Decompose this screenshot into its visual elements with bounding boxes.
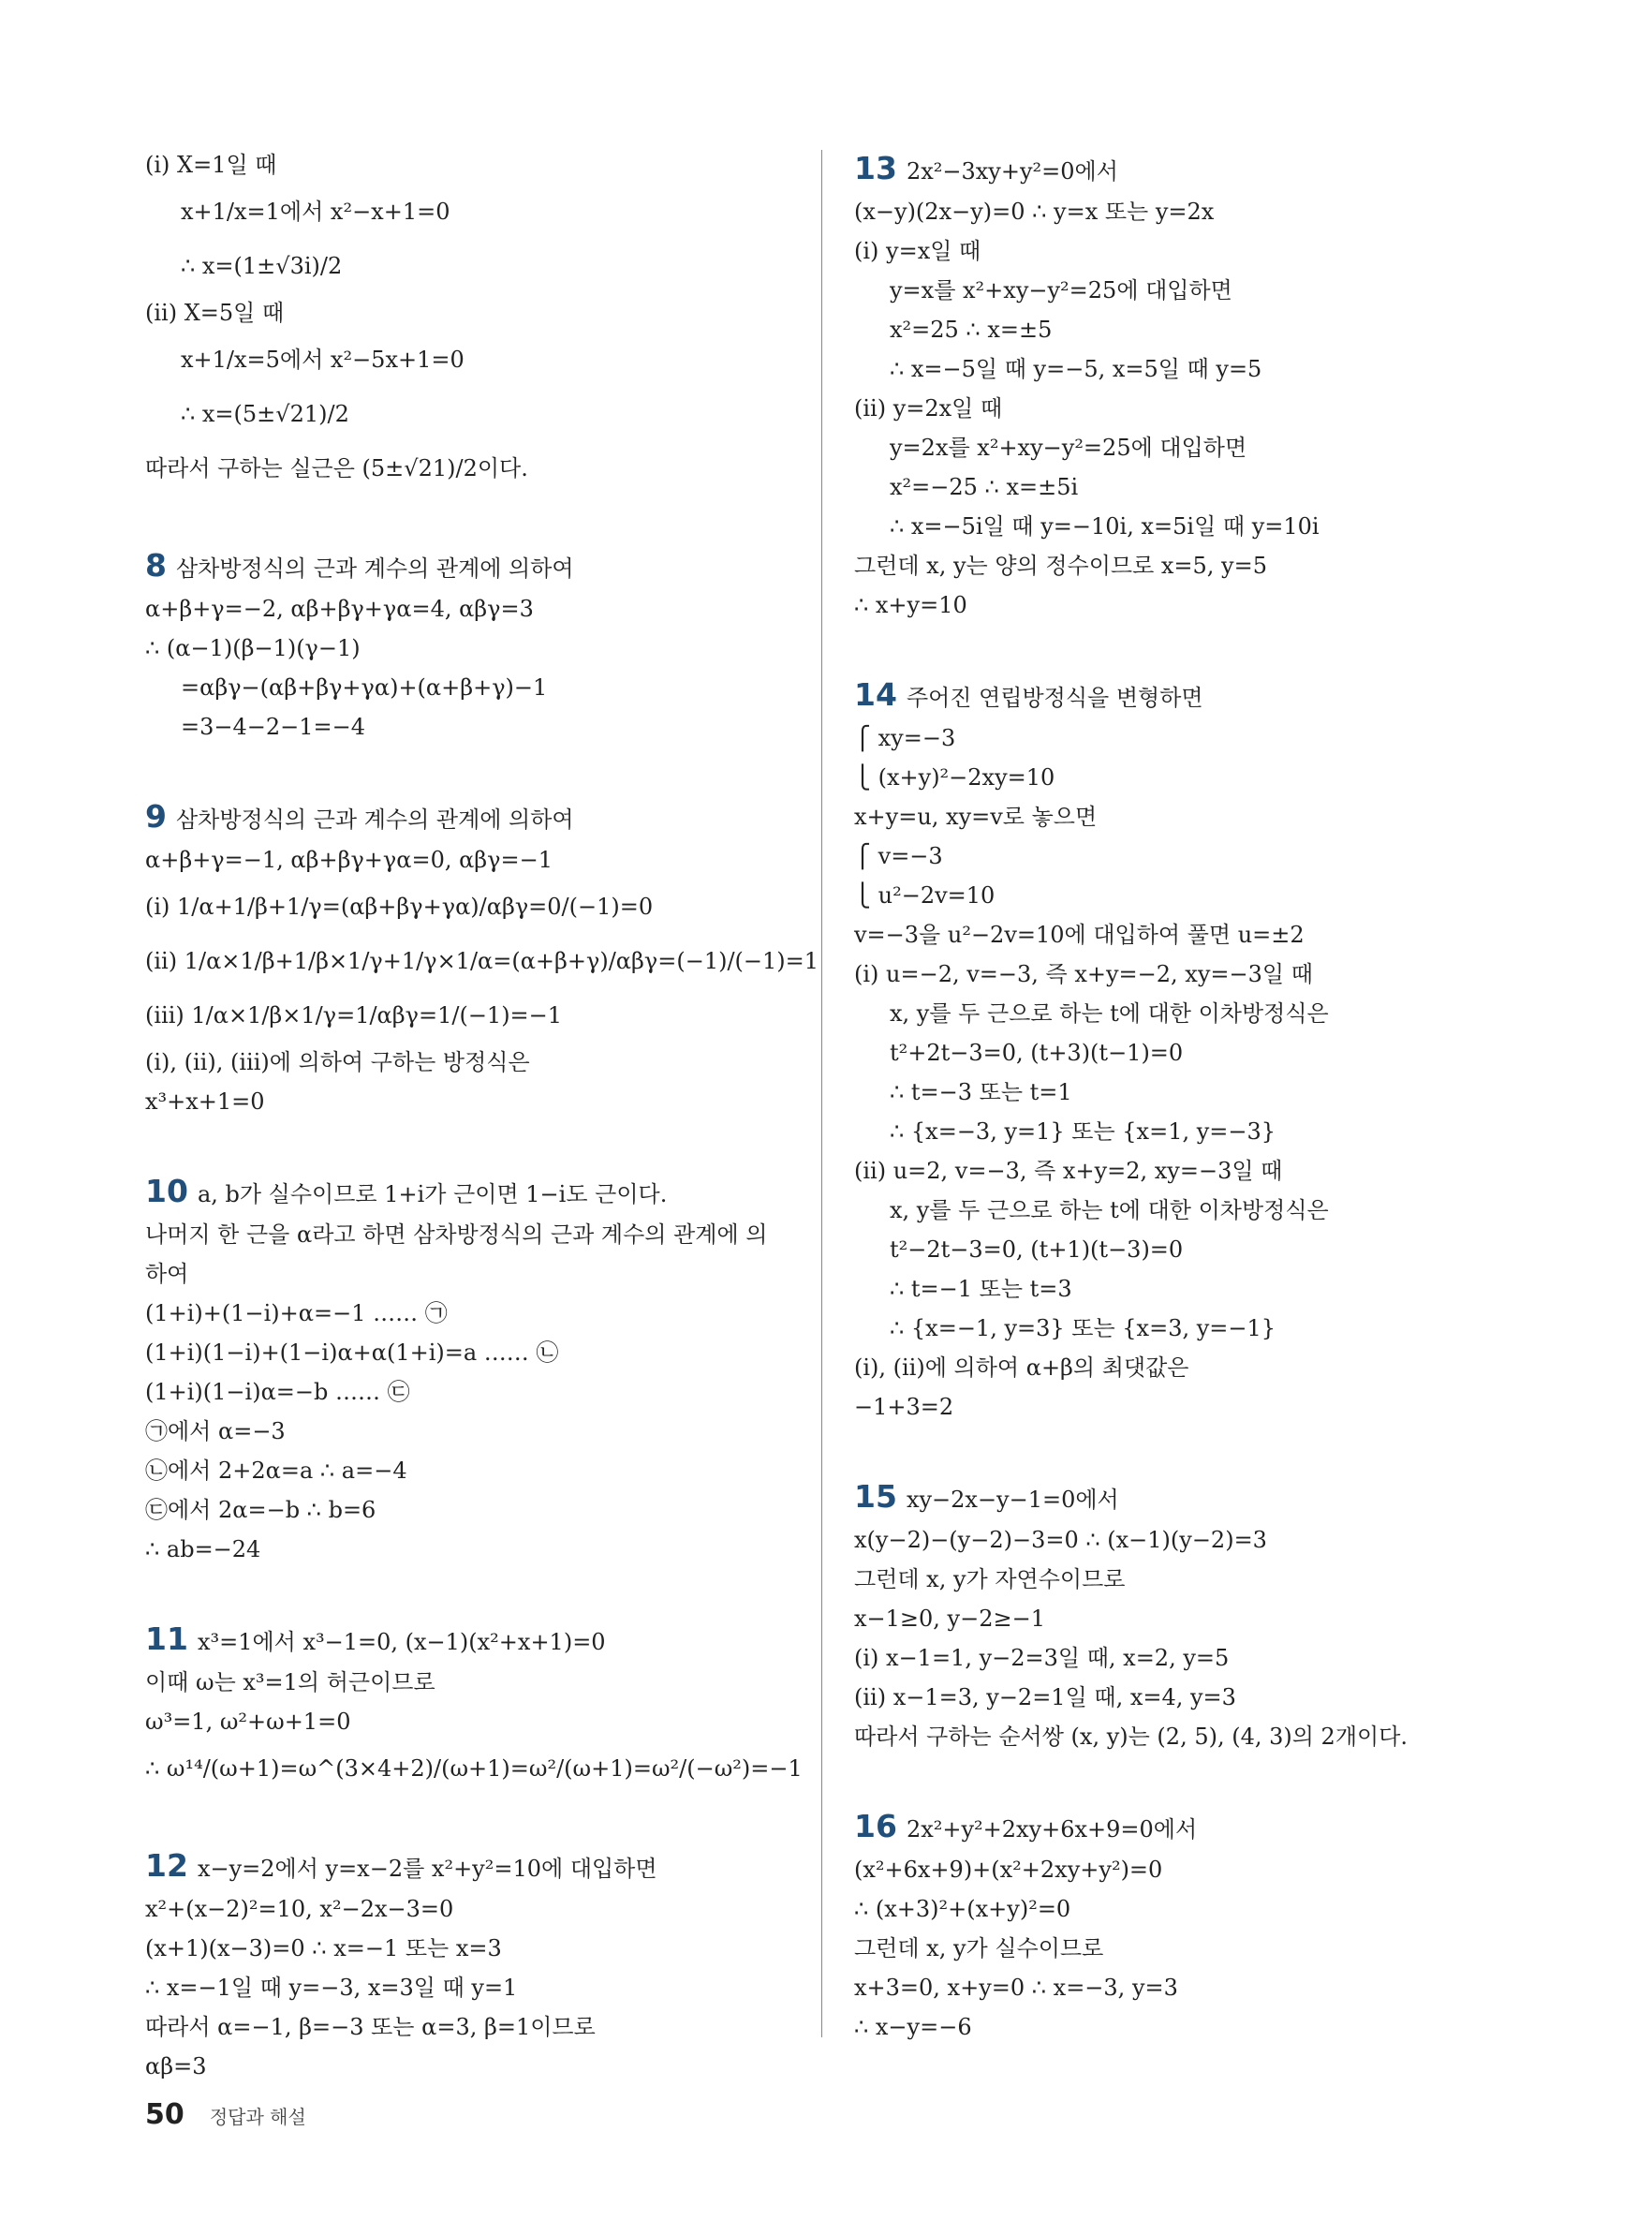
solution-line: (ⅰ) u=−2, v=−3, 즉 x+y=−2, xy=−3일 때 xyxy=(854,961,1313,987)
solution-line: x, y를 두 근으로 하는 t에 대한 이차방정식은 xyxy=(890,1197,1329,1223)
solution-line: 그런데 x, y가 자연수이므로 xyxy=(854,1566,1126,1592)
problem-number: 12 xyxy=(145,1847,188,1884)
solution-line: (x−y)(2x−y)=0 ∴ y=x 또는 y=2x xyxy=(854,199,1215,225)
solution-line: ㉡에서 2+2α=a ∴ a=−4 xyxy=(145,1458,407,1484)
solution-line: ∴ {x=−3, y=1} 또는 {x=1, y=−3} xyxy=(890,1118,1276,1145)
problem-first-line: 삼차방정식의 근과 계수의 관계에 의하여 xyxy=(175,555,574,582)
solution-line: =3−4−2−1=−4 xyxy=(181,714,366,740)
section-gap xyxy=(854,1756,1510,1803)
page-number: 50 xyxy=(145,2098,184,2131)
solution-line: x+1/x=5에서 x²−5x+1=0 xyxy=(181,347,465,373)
solution-line: (ⅲ) 1/α×1/β×1/γ=1/αβγ=1/(−1)=−1 xyxy=(145,1002,563,1029)
problem-number: 10 xyxy=(145,1173,188,1209)
solution-line: t²+2t−3=0, (t+3)(t−1)=0 xyxy=(890,1040,1184,1066)
solution-line: 따라서 구하는 실근은 (5±√21)/2이다. xyxy=(145,455,528,481)
solution-line: (ⅰ) 1/α+1/β+1/γ=(αβ+βγ+γα)/αβγ=0/(−1)=0 xyxy=(145,894,654,920)
solution-line: ∴ t=−3 또는 t=1 xyxy=(890,1079,1072,1105)
solution-line: ∴ ab=−24 xyxy=(145,1536,261,1562)
solution-line: ∴ t=−1 또는 t=3 xyxy=(890,1276,1072,1302)
problem-first-line: x³=1에서 x³−1=0, (x−1)(x²+x+1)=0 xyxy=(197,1629,606,1655)
solution-line: 하여 xyxy=(145,1261,189,1287)
solution-line: x+1/x=1에서 x²−x+1=0 xyxy=(181,199,450,225)
solution-line: x³+x+1=0 xyxy=(145,1088,265,1115)
solution-line: (ⅱ) 1/α×1/β+1/β×1/γ+1/γ×1/α=(α+β+γ)/αβγ=(−1)/(−1)=1 xyxy=(145,948,819,974)
solution-line: (x+1)(x−3)=0 ∴ x=−1 또는 x=3 xyxy=(145,1935,502,1961)
solution-line: (1+i)+(1−i)+α=−1 …… ㉠ xyxy=(145,1300,448,1326)
problem-first-line: 주어진 연립방정식을 변형하면 xyxy=(906,685,1203,711)
section-gap xyxy=(854,1427,1510,1473)
solution-line: x²=25 ∴ x=±5 xyxy=(890,317,1053,343)
solution-line: 따라서 α=−1, β=−3 또는 α=3, β=1이므로 xyxy=(145,2014,596,2040)
solution-line: t²−2t−3=0, (t+1)(t−3)=0 xyxy=(890,1236,1184,1263)
solution-line: (ⅱ) y=2x일 때 xyxy=(854,395,1003,422)
solution-line: x(y−2)−(y−2)−3=0 ∴ (x−1)(y−2)=3 xyxy=(854,1527,1267,1553)
solution-line: α+β+γ=−1, αβ+βγ+γα=0, αβγ=−1 xyxy=(145,847,553,873)
right-column xyxy=(854,145,1510,2047)
section-gap xyxy=(145,496,801,542)
problem-heading xyxy=(145,793,801,840)
solution-line: ∴ x=(1±√3i)/2 xyxy=(181,253,343,279)
solution-line: 그런데 x, y가 실수이므로 xyxy=(854,1935,1104,1961)
solution-line: ∴ x−y=−6 xyxy=(854,2014,972,2040)
solution-line: y=x를 x²+xy−y²=25에 대입하면 xyxy=(890,277,1232,303)
solution-line: (1+i)(1−i)+(1−i)α+α(1+i)=a …… ㉡ xyxy=(145,1339,559,1366)
solution-line: x−1≥0, y−2≥−1 xyxy=(854,1606,1045,1632)
section-gap xyxy=(854,625,1510,672)
section-gap xyxy=(145,1569,801,1616)
section-gap xyxy=(145,1121,801,1168)
solution-line: ω³=1, ω²+ω+1=0 xyxy=(145,1709,351,1735)
solution-line: ⎧ xy=−3 xyxy=(854,725,956,751)
solution-line: x, y를 두 근으로 하는 t에 대한 이차방정식은 xyxy=(890,1000,1329,1027)
problem-number: 16 xyxy=(854,1808,897,1844)
problem-number: 15 xyxy=(854,1478,897,1515)
problem-heading xyxy=(145,1168,801,1215)
problem-heading xyxy=(854,672,1510,718)
solution-line: ∴ x=−5i일 때 y=−10i, x=5i일 때 y=10i xyxy=(890,513,1320,540)
solution-line: =αβγ−(αβ+βγ+γα)+(α+β+γ)−1 xyxy=(181,674,548,701)
solution-line: 그런데 x, y는 양의 정수이므로 x=5, y=5 xyxy=(854,553,1267,579)
solution-line: (x²+6x+9)+(x²+2xy+y²)=0 xyxy=(854,1857,1163,1883)
solution-line: (ⅰ), (ⅱ)에 의하여 α+β의 최댓값은 xyxy=(854,1354,1189,1381)
problem-heading xyxy=(854,1473,1510,1520)
solution-line: v=−3을 u²−2v=10에 대입하여 풀면 u=±2 xyxy=(854,922,1305,948)
problem-first-line: 2x²−3xy+y²=0에서 xyxy=(906,158,1118,185)
solution-line: ∴ (x+3)²+(x+y)²=0 xyxy=(854,1896,1071,1922)
solution-line: x+y=u, xy=v로 놓으면 xyxy=(854,804,1098,830)
solution-line: ㉢에서 2α=−b ∴ b=6 xyxy=(145,1497,376,1523)
solution-line: x+3=0, x+y=0 ∴ x=−3, y=3 xyxy=(854,1975,1178,2001)
solution-line: (ⅱ) u=2, v=−3, 즉 x+y=2, xy=−3일 때 xyxy=(854,1158,1283,1184)
problem-heading xyxy=(854,145,1510,192)
solution-line: x²=−25 ∴ x=±5i xyxy=(890,474,1079,500)
solution-line: ⎩ u²−2v=10 xyxy=(854,882,996,909)
section-gap xyxy=(145,747,801,793)
page-footer xyxy=(145,2096,306,2134)
solution-line: (ⅰ) x−1=1, y−2=3일 때, x=2, y=5 xyxy=(854,1645,1230,1671)
solution-line: ⎧ v=−3 xyxy=(854,843,943,869)
problem-first-line: 삼차방정식의 근과 계수의 관계에 의하여 xyxy=(175,807,574,833)
problem-heading xyxy=(145,1616,801,1663)
solution-line: x²+(x−2)²=10, x²−2x−3=0 xyxy=(145,1896,454,1922)
solution-line: ∴ {x=−1, y=3} 또는 {x=3, y=−1} xyxy=(890,1315,1276,1341)
problem-number: 13 xyxy=(854,150,897,186)
solution-line: ㉠에서 α=−3 xyxy=(145,1418,286,1444)
solution-line: −1+3=2 xyxy=(854,1394,954,1420)
problem-first-line: 2x²+y²+2xy+6x+9=0에서 xyxy=(906,1816,1198,1843)
problem-heading xyxy=(145,542,801,589)
problem-first-line: xy−2x−y−1=0에서 xyxy=(906,1487,1119,1513)
solution-line: (ⅱ) X=5일 때 xyxy=(145,300,285,326)
solution-line: 나머지 한 근을 α라고 하면 삼차방정식의 근과 계수의 관계에 의 xyxy=(145,1221,768,1248)
solution-line: (ⅰ) y=x일 때 xyxy=(854,238,981,264)
solution-line: αβ=3 xyxy=(145,2053,207,2079)
column-divider xyxy=(821,150,822,2037)
solution-line: 이때 ω는 x³=1의 허근이므로 xyxy=(145,1669,435,1695)
problem-heading xyxy=(145,1843,801,1889)
solution-line: (ⅱ) x−1=3, y−2=1일 때, x=4, y=3 xyxy=(854,1684,1236,1710)
solution-line: ∴ x=−1일 때 y=−3, x=3일 때 y=1 xyxy=(145,1975,518,2001)
solution-line: ∴ x=−5일 때 y=−5, x=5일 때 y=5 xyxy=(890,356,1262,382)
problem-first-line: a, b가 실수이므로 1+i가 근이면 1−i도 근이다. xyxy=(197,1181,668,1207)
problem-first-line: x−y=2에서 y=x−2를 x²+y²=10에 대입하면 xyxy=(197,1856,657,1882)
problem-number: 9 xyxy=(145,798,167,835)
left-column xyxy=(145,145,819,2086)
solution-line: α+β+γ=−2, αβ+βγ+γα=4, αβγ=3 xyxy=(145,596,534,622)
section-gap xyxy=(145,1796,801,1843)
solution-line: ∴ (α−1)(β−1)(γ−1) xyxy=(145,635,361,661)
footer-label: 정답과 해설 xyxy=(209,2106,306,2128)
solution-line: (ⅰ) X=1일 때 xyxy=(145,152,277,178)
problem-heading xyxy=(854,1803,1510,1850)
problem-number: 14 xyxy=(854,676,897,713)
problem-number: 11 xyxy=(145,1621,188,1657)
solution-line: ∴ ω¹⁴/(ω+1)=ω^(3×4+2)/(ω+1)=ω²/(ω+1)=ω²/(−ω²)=−1 xyxy=(145,1755,803,1782)
solution-line: (ⅰ), (ⅱ), (ⅲ)에 의하여 구하는 방정식은 xyxy=(145,1049,530,1075)
solution-line: y=2x를 x²+xy−y²=25에 대입하면 xyxy=(890,435,1247,461)
problem-number: 8 xyxy=(145,547,167,584)
solution-line: ⎩ (x+y)²−2xy=10 xyxy=(854,764,1055,791)
solution-line: (1+i)(1−i)α=−b …… ㉢ xyxy=(145,1379,410,1405)
solution-line: ∴ x+y=10 xyxy=(854,592,967,618)
solution-line: ∴ x=(5±√21)/2 xyxy=(181,401,349,427)
solution-line: 따라서 구하는 순서쌍 (x, y)는 (2, 5), (4, 3)의 2개이다. xyxy=(854,1724,1409,1750)
